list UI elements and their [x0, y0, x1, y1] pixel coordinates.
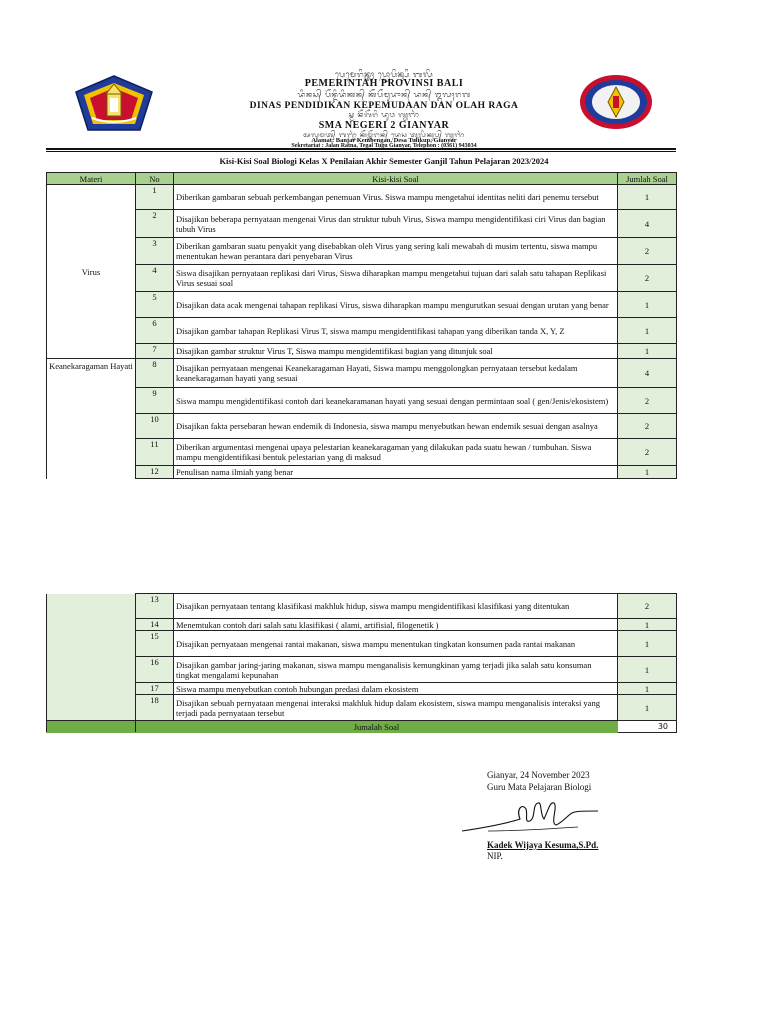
table-row: [47, 683, 677, 695]
letterhead-province: PEMERINTAH PROVINSI BALI: [304, 78, 464, 89]
total-value: 30: [618, 721, 677, 733]
signature-nip: NIP.: [487, 851, 503, 861]
table-row: [47, 265, 677, 292]
row-desc: Diberikan gambaran suatu penyakit yang disebabkan oleh Virus yang sering kali mewabah di musim tertentu, siswa mampu menentukan hewan perantara dari penyebaran Virus: [174, 238, 618, 265]
row-jumlah: 4: [618, 359, 677, 388]
table-row: [47, 657, 677, 683]
row-no: 2: [136, 210, 174, 238]
materi-continued: [47, 594, 136, 721]
row-jumlah: 2: [618, 265, 677, 292]
row-desc: Disajikan pernyataan mengenai rantai makanan, siswa mampu menentukan tingkatan konsumen pada rantai makanan: [174, 631, 618, 657]
total-blank-materi: [47, 721, 136, 733]
table-row: [47, 318, 677, 344]
row-jumlah: 1: [618, 619, 677, 631]
row-jumlah: 1: [618, 185, 677, 210]
table-row: [47, 344, 677, 359]
table-row: [47, 631, 677, 657]
row-no: 13: [136, 594, 174, 619]
header-no: No: [136, 173, 174, 185]
table-row: [47, 594, 677, 619]
row-jumlah: 2: [618, 594, 677, 619]
table-row: [47, 359, 677, 388]
row-jumlah: 1: [618, 695, 677, 721]
total-row: [47, 721, 677, 733]
row-no: 14: [136, 619, 174, 631]
table-row: [47, 210, 677, 238]
total-label: Jumalah Soal: [136, 721, 618, 733]
kisi-table-page1: [46, 172, 677, 479]
row-no: 1: [136, 185, 174, 210]
row-jumlah: 1: [618, 683, 677, 695]
row-no: 6: [136, 318, 174, 344]
table-row: [47, 185, 677, 210]
row-no: 3: [136, 238, 174, 265]
row-desc: Disajikan gambar struktur Virus T, Siswa mampu mengidentifikasi bagian yang ditunjuk soal: [174, 344, 618, 359]
letterhead-balinese-school: ᬲ᭄ᬫ ᬦᭂᬕᭂᬭᬶ ᬤᬸᬯ ᬕ᭄ᬬᬜᬃ: [348, 111, 420, 119]
letterhead-rule-thin: [46, 151, 676, 152]
table-row: [47, 466, 677, 479]
handwritten-signature: [458, 797, 608, 839]
row-no: 18: [136, 695, 174, 721]
row-no: 5: [136, 292, 174, 318]
document-title: Kisi-Kisi Soal Biologi Kelas X Penilaian Akhir Semester Ganjil Tahun Pelajaran 2023/2024: [219, 156, 549, 166]
row-desc: Disajikan pernyataan mengenai Keanekaragaman Hayati, Siswa mampu menggolongkan pernyataan tersebut kedalam keanekaragaman hayati yang sesuai: [174, 359, 618, 388]
row-no: 8: [136, 359, 174, 388]
letterhead-dinas: DINAS PENDIDIKAN KEPEMUDAAN DAN OLAH RAGA: [249, 101, 519, 111]
row-desc: Menemtukan contoh dari salah satu klasifikasi ( alami, artifisial, filogenetik ): [174, 619, 618, 631]
materi-keanekaragaman: Keanekaragaman Hayati: [47, 359, 136, 479]
letterhead-school: SMA NEGERI 2 GIANYAR: [318, 120, 450, 131]
table-row: [47, 619, 677, 631]
row-desc: Penulisan nama ilmiah yang benar: [174, 466, 618, 479]
row-no: 17: [136, 683, 174, 695]
letterhead-balinese-dinas: ᬤᬶᬦᬲ᭄ ᬧᭂᬦ᭄ᬤᬶᬤᬶᬓᬦ᭄ ᬓᭂᬧᭂᬫᬸᬤᬵᬦ᭄ ᬤᬦ᭄ ᬑᬮᬄᬭᬕ: [297, 90, 471, 99]
row-no: 12: [136, 466, 174, 479]
header-kisi: Kisi-kisi Soal: [174, 173, 618, 185]
table-row: [47, 414, 677, 439]
letterhead-address: Alamat: Banjar Kembengan, Desa Tulikup, Gianyar: [311, 137, 457, 144]
row-desc: Disajikan fakta persebaran hewan endemik di Indonesia, siswa mampu menyebutkan hewan endemik sesuai dengan asalnya: [174, 414, 618, 439]
row-no: 4: [136, 265, 174, 292]
row-desc: Siswa disajikan pernyataan replikasi dari Virus, Siswa diharapkan mampu mengetahui tujuan dari salah satu tahapan Replikasi Virus sesuai soal: [174, 265, 618, 292]
row-jumlah: 2: [618, 388, 677, 414]
table-row: [47, 695, 677, 721]
row-jumlah: 1: [618, 318, 677, 344]
row-jumlah: 1: [618, 631, 677, 657]
row-no: 11: [136, 439, 174, 466]
kisi-table-page2: [46, 593, 677, 733]
table-header-row: [47, 173, 677, 185]
row-no: 7: [136, 344, 174, 359]
letterhead-balinese-province: ᬧᬾᬫᬾᬭᬶᬦ᭄ᬢᬄ ᬧ᭄ᬭᭀᬧᬶᬦ᭄ᬲᬶ ᬩᬮᬶ: [334, 70, 434, 79]
row-jumlah: 2: [618, 414, 677, 439]
row-jumlah: 2: [618, 439, 677, 466]
row-desc: Disajikan gambar tahapan Replikasi Virus T, siswa mampu mengidentifikasi tahapan yang diberikan tanda X, Y, Z: [174, 318, 618, 344]
row-jumlah: 1: [618, 292, 677, 318]
header-jumlah: Jumlah Soal: [618, 173, 677, 185]
row-desc: Siswa mampu menyebutkan contoh hubungan predasi dalam ekosistem: [174, 683, 618, 695]
row-desc: Disajikan beberapa pernyataan mengenai Virus dan struktur tubuh Virus, Siswa mampu mengidentifikasi ciri Virus dan bagian tubuh Virus: [174, 210, 618, 238]
letterhead-balinese-address: ᬅᬮᬫᬢ᭄ ᬩᬜ᭄ᬚᬃ ᬓᭂᬫ᭄ᬩᭂᬗᬦ᭄ ᬤᬾᬲ ᬢᬸᬮᬶᬓᬸᬧ᭄ ᬕ᭄ᬬᬜᬃ: [303, 131, 465, 139]
letterhead-rule-thick: [46, 148, 676, 150]
materi-virus: Virus: [47, 185, 136, 359]
letterhead-secretariat: Sekretariat : Jalan Ratna, Tegal Tugu Gianyar, Telephon : (0361) 943034: [291, 143, 477, 149]
signature-name: Kadek Wijaya Kesuma,S.Pd.: [487, 840, 599, 850]
row-desc: Disajikan data acak mengenai tahapan replikasi Virus, siswa diharapkan mampu mengurutkan sesuai dengan urutan yang benar: [174, 292, 618, 318]
table-row: [47, 238, 677, 265]
table-row: [47, 439, 677, 466]
signature-role: Guru Mata Pelajaran Biologi: [487, 782, 592, 792]
row-no: 16: [136, 657, 174, 683]
row-desc: Disajikan pernyataan tentang klasifikasi makhluk hidup, siswa mampu mengidentifikasi klasifikasi yang ditentukan: [174, 594, 618, 619]
row-jumlah: 2: [618, 238, 677, 265]
row-jumlah: 1: [618, 344, 677, 359]
row-no: 15: [136, 631, 174, 657]
row-desc: Siswa mampu mengidentifikasi contoh dari keanekaramanan hayati yang sesuai dengan permintaan soal ( gen/Jenis/ekosistem): [174, 388, 618, 414]
signature-place-date: Gianyar, 24 November 2023: [487, 770, 590, 780]
row-desc: Disajikan sebuah pernyataan mengenai interaksi makhluk hidup dalam ekosistem, siswa mampu menganalisis interaksi yang terjadi pada pernyataan tersebut: [174, 695, 618, 721]
row-desc: Diberikan gambaran sebuah perkembangan penemuan Virus. Siswa mampu mengetahui identitas neliti dari penemu tersebut: [174, 185, 618, 210]
table-row: [47, 388, 677, 414]
table-row: [47, 292, 677, 318]
row-no: 9: [136, 388, 174, 414]
row-jumlah: 1: [618, 657, 677, 683]
header-materi: Materi: [47, 173, 136, 185]
row-desc: Diberikan argumentasi mengenai upaya pelestarian keanekaragaman yang dilakukan pada suatu hewan / tumbuhan. Siswa mampu mengidentifikasi bentuk pelestarian yang di maksud: [174, 439, 618, 466]
row-desc: Disajikan gambar jaring-jaring makanan, siswa mampu menganalisis kemungkinan yamg terjadi jika salah satu konsuman tingkat mengalami kepunahan: [174, 657, 618, 683]
row-no: 10: [136, 414, 174, 439]
row-jumlah: 4: [618, 210, 677, 238]
row-jumlah: 1: [618, 466, 677, 479]
